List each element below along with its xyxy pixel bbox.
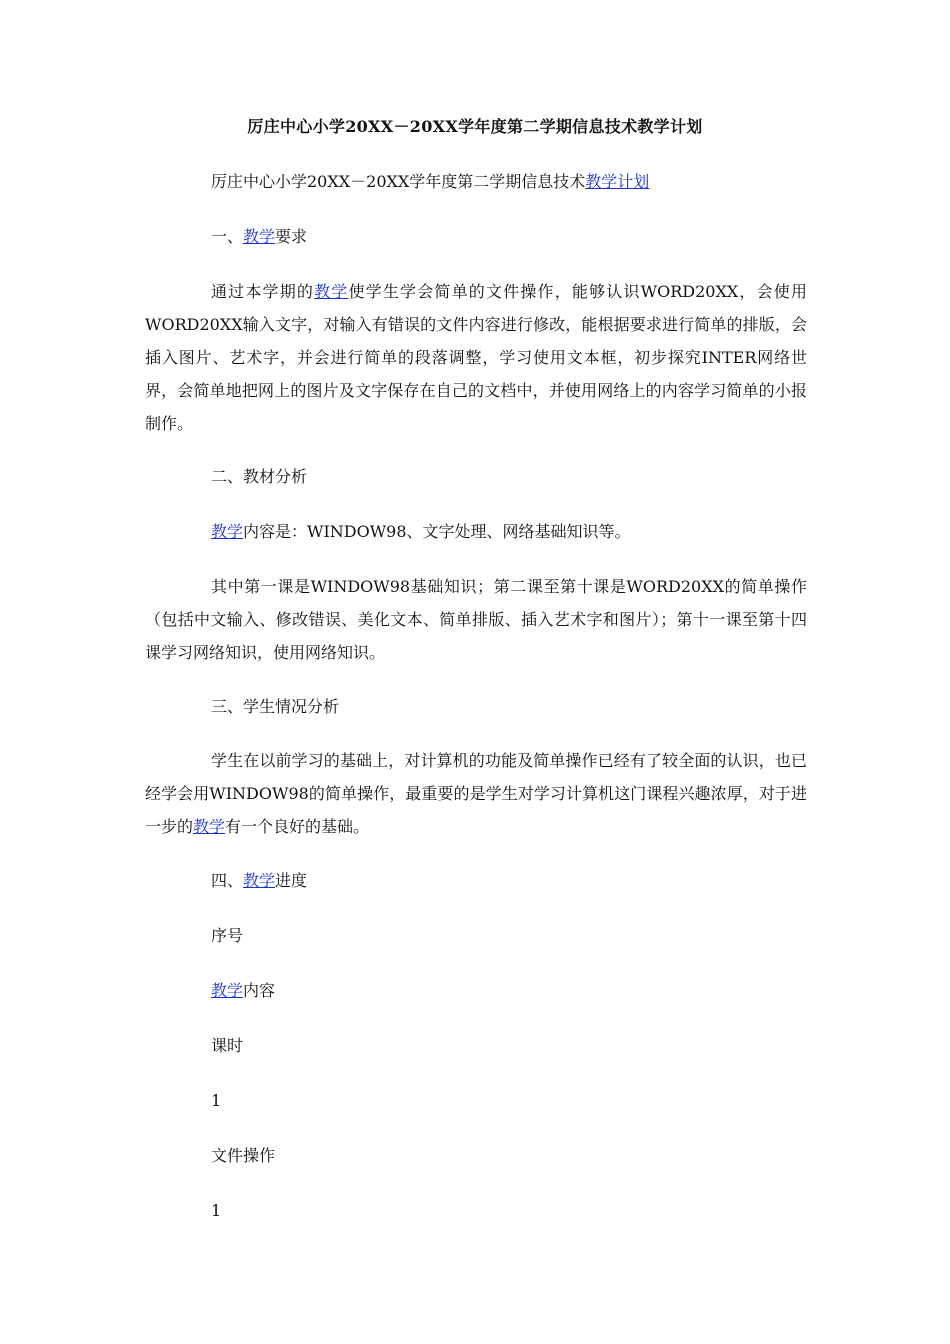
paragraph-content-intro: [211, 521, 631, 543]
table-header-content-link[interactable]: 教学: [211, 981, 244, 1000]
subtitle-text: 厉庄中心小学20XX－20XX学年度第二学期信息技术: [211, 172, 586, 191]
para-1-rest: 使学生学会简单的文件操作，能够认识WORD20XX，会使用WORD20XX输入文字，对输入有错误的文件内容进行修改，能根据要求进行简单的排版，会插入图片、艺术字，并会进行简单的段落调整，学习使用文本框，初步探究INTER网络世界，会简单地把网上的图片及文字保存在自己的文档中，并使用网络上的内容学习简单的小报制作。: [145, 282, 807, 433]
para-2-rest: 内容是：WINDOW98、文字处理、网络基础知识等。: [243, 522, 631, 541]
para-1-prefix: 通过本学期的: [211, 282, 315, 301]
para-4-prefix: 学生在以前学习的基础上，对计算机的功能及简单操作已经有了较全面的认识，也已经学会用WINDOW98的简单操作，最重要的是学生对学习计算机这门课程兴趣浓厚，对于进一步的: [145, 751, 807, 836]
para-1-link[interactable]: 教学: [314, 282, 349, 301]
paragraph-requirements: [145, 275, 807, 440]
subtitle-link[interactable]: 教学计划: [585, 172, 650, 191]
table-header-content: [211, 980, 275, 1002]
table-header-hours: 课时: [211, 1036, 244, 1055]
table-header-content-rest: 内容: [243, 981, 276, 1000]
section-heading-2: 二、教材分析: [211, 467, 308, 486]
table-row-1-number: 1: [211, 1091, 222, 1110]
section-heading-3: 三、学生情况分析: [211, 697, 340, 716]
para-4-suffix: 有一个良好的基础。: [225, 817, 370, 836]
section-4-link[interactable]: 教学: [243, 871, 276, 890]
section-1-prefix: 一、: [211, 227, 244, 246]
section-4-suffix: 进度: [275, 871, 308, 890]
paragraph-student-analysis: [145, 744, 807, 843]
table-row-1-content: 文件操作: [211, 1146, 276, 1165]
subtitle-line: [211, 171, 649, 193]
table-header-number: 序号: [211, 926, 244, 945]
para-4-link[interactable]: 教学: [193, 817, 226, 836]
para-2-link[interactable]: 教学: [211, 522, 244, 541]
section-1-suffix: 要求: [275, 227, 308, 246]
paragraph-lessons: 其中第一课是WINDOW98基础知识；第二课至第十课是WORD20XX的简单操作（包括中文输入、修改错误、美化文本、简单排版、插入艺术字和图片）；第十一课至第十四课学习网络知识，使用网络知识。: [145, 577, 807, 662]
section-4-prefix: 四、: [211, 871, 244, 890]
document-title: 厉庄中心小学20XX－20XX学年度第二学期信息技术教学计划: [247, 117, 703, 136]
section-heading-4: [211, 870, 307, 892]
section-1-link[interactable]: 教学: [243, 227, 276, 246]
section-heading-1: [211, 226, 307, 248]
table-row-1-hours: 1: [211, 1201, 222, 1220]
